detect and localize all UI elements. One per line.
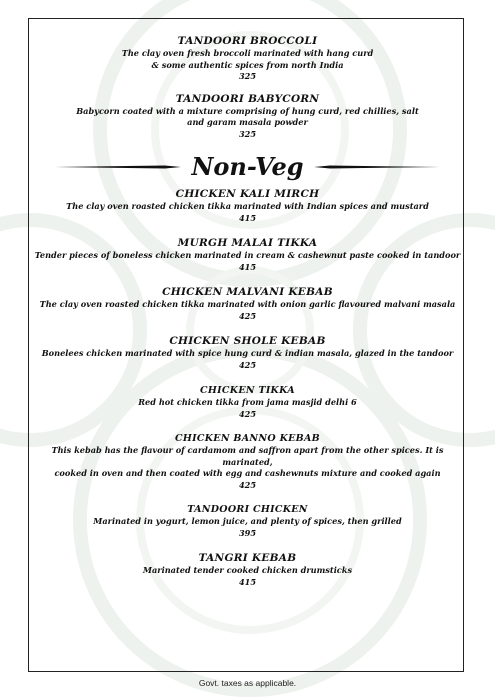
item-price: 425 bbox=[238, 408, 257, 419]
item-name: CHICKEN SHOLE KEBAB bbox=[169, 335, 326, 347]
item-description: Tender pieces of boneless chicken marinated in cream & cashewnut paste cooked in tandoor bbox=[34, 250, 461, 260]
section-header bbox=[32, 150, 463, 184]
item-description: The clay oven roasted chicken tikka marinated with Indian spices and mustard bbox=[66, 201, 429, 211]
section-title: Non-Veg bbox=[191, 152, 304, 181]
item-price: 415 bbox=[238, 261, 257, 272]
item-name: CHICKEN MALVANI KEBAB bbox=[162, 286, 333, 298]
menu-item-chicken-shole-kebab bbox=[32, 335, 463, 371]
item-price: 425 bbox=[238, 310, 257, 321]
item-description: Red hot chicken tikka from jama masjid delhi 6 bbox=[138, 397, 357, 407]
item-price: 325 bbox=[238, 71, 257, 81]
menu-item-chicken-malvani-kebab bbox=[32, 286, 463, 322]
item-description: Marinated tender cooked chicken drumsticks bbox=[142, 565, 353, 575]
item-description: and garam masala powder bbox=[187, 117, 308, 127]
item-description: Bonelees chicken marinated with spice hung curd & indian masala, glazed in the tandoor bbox=[41, 348, 454, 358]
item-price: 325 bbox=[238, 128, 257, 139]
menu-item-murgh-malai-tikka bbox=[32, 237, 463, 273]
menu-item-chicken-kali-mirch bbox=[32, 188, 463, 224]
menu-item-chicken-tikka bbox=[32, 384, 463, 420]
item-description: Marinated in yogurt, lemon juice, and plenty of spices, then grilled bbox=[93, 516, 402, 526]
menu-item-tandoori-broccoli bbox=[32, 35, 463, 83]
menu-item-tandoori-chicken bbox=[32, 503, 463, 539]
left-divider bbox=[55, 162, 181, 172]
item-description: The clay oven roasted chicken tikka marinated with onion garlic flavoured malvani masala bbox=[39, 299, 456, 309]
item-name: TANDOORI CHICKEN bbox=[187, 504, 308, 515]
item-price: 415 bbox=[238, 576, 257, 587]
item-description: & some authentic spices from north India bbox=[151, 59, 344, 70]
item-name: TANDOORI BROCCOLI bbox=[177, 35, 318, 47]
item-name: MURGH MALAI TIKKA bbox=[177, 237, 318, 249]
item-name: TANDOORI BABYCORN bbox=[175, 92, 320, 105]
menu-item-tangri-kebab bbox=[32, 552, 463, 588]
item-description: Babycorn coated with a mixture comprising of hung curd, red chillies, salt bbox=[76, 105, 419, 116]
item-name: CHICKEN TIKKA bbox=[200, 385, 295, 396]
item-name: CHICKEN KALI MIRCH bbox=[175, 188, 320, 200]
menu-content bbox=[32, 22, 463, 588]
item-price: 425 bbox=[238, 359, 257, 370]
menu-item-tandoori-babycorn bbox=[32, 93, 463, 141]
item-description: This kebab has the flavour of cardamom and saffron apart from the other spices. It is marinated, bbox=[51, 445, 444, 467]
item-name: CHICKEN BANNO KEBAB bbox=[174, 433, 320, 444]
item-description: The clay oven fresh broccoli marinated with hang curd bbox=[121, 48, 374, 58]
menu-item-chicken-banno-kebab bbox=[32, 432, 463, 491]
footer-note: Govt. taxes as applicable. bbox=[198, 678, 297, 688]
item-name: TANGRI KEBAB bbox=[198, 552, 297, 564]
item-price: 395 bbox=[238, 527, 257, 538]
item-description: cooked in oven and then coated with egg and cashewnuts mixture and cooked again bbox=[54, 468, 441, 478]
right-divider bbox=[314, 162, 440, 172]
item-price: 425 bbox=[238, 479, 257, 490]
item-price: 415 bbox=[238, 212, 257, 223]
